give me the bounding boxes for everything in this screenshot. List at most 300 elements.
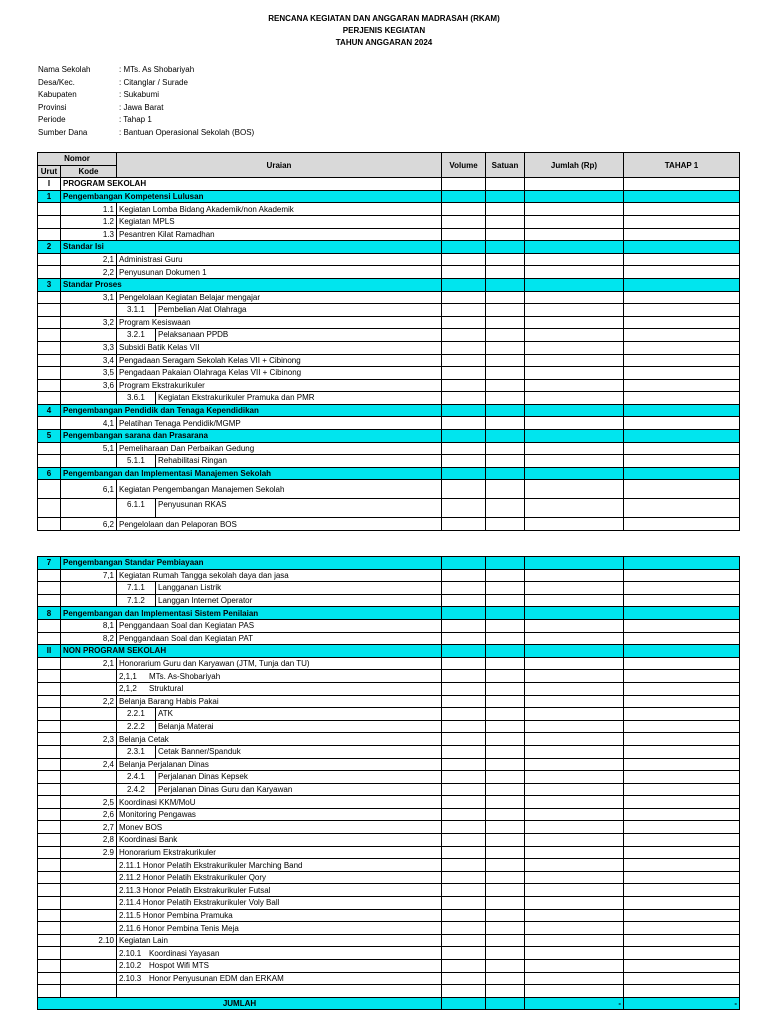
cell-tahap [624, 720, 740, 733]
table-row [38, 442, 740, 455]
cell-jumlah [525, 518, 624, 531]
cell-volume [442, 947, 486, 960]
cell-jumlah [525, 934, 624, 947]
cell-kode [61, 960, 117, 973]
cell-urut [38, 708, 61, 721]
table-row [38, 480, 740, 499]
table-2-body [38, 557, 740, 998]
total-tahap: - [624, 997, 740, 1010]
cell-satuan [486, 657, 525, 670]
cell-satuan [486, 430, 525, 443]
cell-uraian: PROGRAM SEKOLAH [61, 178, 442, 191]
cell-jumlah [525, 871, 624, 884]
cell-urut [38, 947, 61, 960]
cell-jumlah [525, 909, 624, 922]
cell-urut [38, 783, 61, 796]
alt-uraian: Struktural [149, 684, 184, 694]
cell-tahap [624, 934, 740, 947]
header-nomor: Nomor [38, 153, 117, 166]
cell-satuan [486, 417, 525, 430]
alt-uraian: MTs. As-Shobariyah [149, 671, 221, 681]
sub-item [119, 771, 439, 783]
cell-tahap [624, 379, 740, 392]
table-row [38, 947, 740, 960]
cell-volume [442, 859, 486, 872]
table-row [38, 846, 740, 859]
cell-urut: 1 [38, 190, 61, 203]
cell-urut [38, 379, 61, 392]
cell-uraian: Honorarium Guru dan Karyawan (JTM, Tunja dan TU) [117, 657, 442, 670]
cell-tahap [624, 278, 740, 291]
cell-jumlah [525, 645, 624, 658]
cell-jumlah [525, 972, 624, 985]
cell-uraian [117, 708, 442, 721]
cell-tahap [624, 645, 740, 658]
cell-tahap [624, 821, 740, 834]
cell-urut [38, 253, 61, 266]
cell-kode [61, 594, 117, 607]
cell-satuan [486, 316, 525, 329]
cell-uraian: Pengadaan Pakaian Olahraga Kelas VII + Cibinong [117, 367, 442, 380]
cell-uraian: 2.11.2 Honor Pelatih Ekstrakurikuler Qory [117, 871, 442, 884]
cell-jumlah [525, 404, 624, 417]
cell-uraian [117, 455, 442, 468]
cell-satuan [486, 783, 525, 796]
cell-uraian: 2.11.4 Honor Pelatih Ekstrakurikuler Voly Ball [117, 897, 442, 910]
cell-jumlah [525, 367, 624, 380]
cell-satuan [486, 329, 525, 342]
cell-tahap [624, 266, 740, 279]
header-jumlah: Jumlah (Rp) [525, 153, 624, 178]
cell-urut [38, 771, 61, 784]
cell-volume [442, 821, 486, 834]
cell-tahap [624, 499, 740, 518]
cell-jumlah [525, 241, 624, 254]
cell-tahap [624, 215, 740, 228]
cell-uraian: Pengembangan dan Implementasi Manajemen Sekolah [61, 467, 442, 480]
cell-satuan [486, 291, 525, 304]
cell-volume [442, 241, 486, 254]
cell-uraian [117, 947, 442, 960]
cell-uraian: Belanja Perjalanan Dinas [117, 758, 442, 771]
table-row [38, 467, 740, 480]
cell-uraian: Pengelolaan Kegiatan Belajar mengajar [117, 291, 442, 304]
sub-item [119, 746, 439, 758]
cell-tahap [624, 291, 740, 304]
table-row [38, 922, 740, 935]
cell-uraian [117, 720, 442, 733]
cell-volume [442, 922, 486, 935]
cell-uraian: Monev BOS [117, 821, 442, 834]
cell-jumlah [525, 859, 624, 872]
cell-urut [38, 304, 61, 317]
table-row [38, 871, 740, 884]
sub-uraian: Langganan Listrik [158, 583, 222, 593]
table-row [38, 670, 740, 683]
cell-satuan [486, 733, 525, 746]
alt-kode: 2,1,1 [119, 671, 137, 681]
cell-volume [442, 304, 486, 317]
cell-kode [61, 582, 117, 595]
cell-jumlah [525, 808, 624, 821]
cell-uraian [117, 392, 442, 405]
cell-volume [442, 960, 486, 973]
cell-jumlah [525, 657, 624, 670]
cell-volume [442, 253, 486, 266]
cell-satuan [486, 821, 525, 834]
cell-satuan [486, 392, 525, 405]
cell-uraian: Standar Isi [61, 241, 442, 254]
cell-uraian: Standar Proses [61, 278, 442, 291]
table-row [38, 557, 740, 570]
cell-uraian [117, 594, 442, 607]
cell-jumlah [525, 619, 624, 632]
cell-jumlah [525, 783, 624, 796]
cell-volume [442, 972, 486, 985]
cell-urut [38, 499, 61, 518]
rkam-table-1 [37, 152, 740, 531]
cell-jumlah [525, 708, 624, 721]
cell-tahap [624, 467, 740, 480]
sub-uraian: Belanja Materai [158, 721, 214, 731]
cell-tahap [624, 922, 740, 935]
cell-volume [442, 619, 486, 632]
cell-volume [442, 430, 486, 443]
cell-volume [442, 758, 486, 771]
cell-satuan [486, 404, 525, 417]
table-row [38, 821, 740, 834]
cell-kode [61, 922, 117, 935]
cell-jumlah [525, 316, 624, 329]
cell-volume [442, 846, 486, 859]
cell-tahap [624, 708, 740, 721]
cell-satuan [486, 190, 525, 203]
cell-urut [38, 341, 61, 354]
cell-jumlah [525, 499, 624, 518]
table-row [38, 972, 740, 985]
cell-jumlah [525, 922, 624, 935]
cell-uraian: 2.11.3 Honor Pelatih Ekstrakurikuler Futsal [117, 884, 442, 897]
cell-volume [442, 367, 486, 380]
cell-volume [442, 808, 486, 821]
cell-tahap [624, 607, 740, 620]
cell-uraian: Belanja Barang Habis Pakai [117, 695, 442, 708]
cell-jumlah [525, 278, 624, 291]
cell-satuan [486, 846, 525, 859]
cell-uraian: Kegiatan Rumah Tangga sekolah daya dan jasa [117, 569, 442, 582]
cell-jumlah [525, 594, 624, 607]
cell-satuan [486, 278, 525, 291]
cell-tahap [624, 190, 740, 203]
cell-tahap [624, 846, 740, 859]
cell-uraian [117, 985, 442, 998]
rkam-table-2 [37, 556, 740, 1010]
cell-volume [442, 557, 486, 570]
cell-uraian: Kegiatan Pengembangan Manajemen Sekolah [117, 480, 442, 499]
cell-volume [442, 771, 486, 784]
header-urut: Urut [38, 165, 61, 178]
cell-uraian: Kegiatan Lomba Bidang Akademik/non Akademik [117, 203, 442, 216]
cell-urut [38, 796, 61, 809]
sub-item [119, 721, 439, 733]
table-row [38, 632, 740, 645]
cell-jumlah [525, 228, 624, 241]
table-row [38, 499, 740, 518]
cell-jumlah [525, 947, 624, 960]
cell-urut: I [38, 178, 61, 191]
cell-uraian: Koordinasi KKM/MoU [117, 796, 442, 809]
cell-kode: 2,5 [61, 796, 117, 809]
cell-uraian: Pengelolaan dan Pelaporan BOS [117, 518, 442, 531]
table-row [38, 859, 740, 872]
alt-kode: 2.10.3 [119, 973, 142, 983]
cell-volume [442, 178, 486, 191]
cell-urut [38, 367, 61, 380]
cell-jumlah [525, 392, 624, 405]
sub-item [119, 784, 439, 796]
cell-uraian [117, 745, 442, 758]
sub-kode: 3.2.1 [119, 329, 156, 341]
total-row [38, 997, 740, 1010]
cell-jumlah [525, 569, 624, 582]
table-row [38, 682, 740, 695]
cell-kode: 2,3 [61, 733, 117, 746]
alt-kode: 2.10.2 [119, 961, 142, 971]
cell-volume [442, 745, 486, 758]
cell-jumlah [525, 291, 624, 304]
cell-jumlah [525, 329, 624, 342]
cell-kode [61, 455, 117, 468]
cell-uraian: Pengembangan Kompetensi Lulusan [61, 190, 442, 203]
cell-tahap [624, 480, 740, 499]
cell-jumlah [525, 379, 624, 392]
sub-kode: 7.1.1 [119, 582, 156, 594]
cell-jumlah [525, 304, 624, 317]
cell-volume [442, 329, 486, 342]
cell-satuan [486, 203, 525, 216]
cell-tahap [624, 417, 740, 430]
cell-uraian: Penggandaan Soal dan Kegiatan PAT [117, 632, 442, 645]
cell-urut [38, 695, 61, 708]
cell-volume [442, 884, 486, 897]
cell-kode: 2,1 [61, 657, 117, 670]
cell-tahap [624, 947, 740, 960]
cell-tahap [624, 909, 740, 922]
cell-satuan [486, 884, 525, 897]
cell-volume [442, 834, 486, 847]
cell-tahap [624, 557, 740, 570]
cell-urut [38, 808, 61, 821]
cell-kode: 2,4 [61, 758, 117, 771]
table-row [38, 392, 740, 405]
cell-urut [38, 442, 61, 455]
cell-jumlah [525, 480, 624, 499]
table-row [38, 404, 740, 417]
cell-satuan [486, 645, 525, 658]
sub-uraian: Pembelian Alat Olahraga [158, 305, 247, 315]
sub-item [119, 392, 439, 404]
cell-urut [38, 846, 61, 859]
table-row [38, 657, 740, 670]
table-row [38, 518, 740, 531]
cell-tahap [624, 178, 740, 191]
cell-uraian [117, 771, 442, 784]
cell-volume [442, 404, 486, 417]
cell-jumlah [525, 846, 624, 859]
alt-uraian: Koordinasi Yayasan [149, 948, 220, 958]
cell-tahap [624, 354, 740, 367]
cell-kode: 2,1 [61, 253, 117, 266]
cell-kode [61, 909, 117, 922]
cell-volume [442, 909, 486, 922]
table-row [38, 354, 740, 367]
cell-tahap [624, 228, 740, 241]
table-row [38, 808, 740, 821]
table-row [38, 720, 740, 733]
cell-kode: 3,5 [61, 367, 117, 380]
cell-uraian: Pengembangan dan Implementasi Sistem Penilaian [61, 607, 442, 620]
table-row [38, 203, 740, 216]
cell-jumlah [525, 884, 624, 897]
sub-uraian: Rehabilitasi Ringan [158, 456, 227, 466]
table-row [38, 266, 740, 279]
total-label: JUMLAH [38, 997, 442, 1010]
cell-uraian: Subsidi Batik Kelas VII [117, 341, 442, 354]
cell-satuan [486, 228, 525, 241]
cell-satuan [486, 758, 525, 771]
table-row [38, 985, 740, 998]
cell-urut [38, 329, 61, 342]
table-row [38, 645, 740, 658]
cell-satuan [486, 834, 525, 847]
cell-urut [38, 215, 61, 228]
cell-urut [38, 392, 61, 405]
cell-uraian: Koordinasi Bank [117, 834, 442, 847]
cell-urut [38, 733, 61, 746]
cell-jumlah [525, 720, 624, 733]
sub-uraian: Cetak Banner/Spanduk [158, 746, 241, 756]
table-row [38, 178, 740, 191]
cell-volume [442, 657, 486, 670]
sub-item [119, 708, 439, 720]
table-row [38, 341, 740, 354]
cell-kode: 2.10 [61, 934, 117, 947]
cell-volume [442, 190, 486, 203]
cell-kode [61, 771, 117, 784]
cell-volume [442, 455, 486, 468]
cell-uraian [117, 304, 442, 317]
sub-kode: 3.6.1 [119, 392, 156, 404]
cell-uraian: Kegiatan MPLS [117, 215, 442, 228]
table-row [38, 619, 740, 632]
cell-satuan [486, 871, 525, 884]
cell-urut [38, 291, 61, 304]
cell-urut [38, 758, 61, 771]
header-kode: Kode [61, 165, 117, 178]
cell-kode [61, 745, 117, 758]
cell-urut [38, 266, 61, 279]
sub-kode: 7.1.2 [119, 595, 156, 607]
cell-uraian: Program Ekstrakurikuler [117, 379, 442, 392]
cell-jumlah [525, 417, 624, 430]
info-row: Kabupaten : Sukabumi [38, 90, 160, 99]
cell-urut [38, 569, 61, 582]
cell-uraian [117, 329, 442, 342]
cell-tahap [624, 745, 740, 758]
header-volume: Volume [442, 153, 486, 178]
table-row [38, 329, 740, 342]
cell-satuan [486, 557, 525, 570]
sub-uraian: Langgan Internet Operator [158, 595, 253, 605]
cell-urut: 6 [38, 467, 61, 480]
cell-urut: 8 [38, 607, 61, 620]
table-row [38, 417, 740, 430]
alt-uraian: Honor Penyusunan EDM dan ERKAM [149, 973, 284, 983]
cell-jumlah [525, 796, 624, 809]
cell-tahap [624, 392, 740, 405]
cell-kode: 3,6 [61, 379, 117, 392]
cell-volume [442, 720, 486, 733]
cell-satuan [486, 771, 525, 784]
sub-kode: 2.3.1 [119, 746, 156, 758]
cell-volume [442, 291, 486, 304]
cell-volume [442, 379, 486, 392]
cell-satuan [486, 985, 525, 998]
alt-uraian: Hospot Wifi MTS [149, 961, 210, 971]
cell-jumlah [525, 266, 624, 279]
cell-kode [61, 708, 117, 721]
cell-uraian: 2.11.5 Honor Pembina Pramuka [117, 909, 442, 922]
cell-tahap [624, 455, 740, 468]
table-row [38, 379, 740, 392]
sub-kode: 2.2.2 [119, 721, 156, 733]
cell-volume [442, 316, 486, 329]
cell-tahap [624, 670, 740, 683]
cell-tahap [624, 972, 740, 985]
cell-tahap [624, 632, 740, 645]
sub-uraian: Pelaksanaan PPDB [158, 330, 229, 340]
table-row [38, 316, 740, 329]
cell-kode: 2,7 [61, 821, 117, 834]
cell-satuan [486, 499, 525, 518]
cell-kode: 6,1 [61, 480, 117, 499]
cell-uraian: Pemeliharaan Dan Perbaikan Gedung [117, 442, 442, 455]
cell-satuan [486, 922, 525, 935]
cell-jumlah [525, 442, 624, 455]
cell-satuan [486, 467, 525, 480]
title-line-3: TAHUN ANGGARAN 2024 [335, 38, 433, 47]
cell-jumlah [525, 557, 624, 570]
cell-kode: 3,3 [61, 341, 117, 354]
sub-kode: 2.2.1 [119, 708, 156, 720]
cell-satuan [486, 934, 525, 947]
cell-jumlah [525, 733, 624, 746]
cell-volume [442, 215, 486, 228]
cell-uraian [117, 670, 442, 683]
cell-kode [61, 329, 117, 342]
cell-jumlah [525, 215, 624, 228]
cell-satuan [486, 304, 525, 317]
cell-kode [61, 392, 117, 405]
sub-kode: 5.1.1 [119, 455, 156, 467]
cell-uraian: Program Kesiswaan [117, 316, 442, 329]
cell-jumlah [525, 897, 624, 910]
cell-kode [61, 897, 117, 910]
cell-volume [442, 499, 486, 518]
cell-kode [61, 783, 117, 796]
cell-uraian: 2.11.6 Honor Pembina Tenis Meja [117, 922, 442, 935]
cell-uraian: Administrasi Guru [117, 253, 442, 266]
